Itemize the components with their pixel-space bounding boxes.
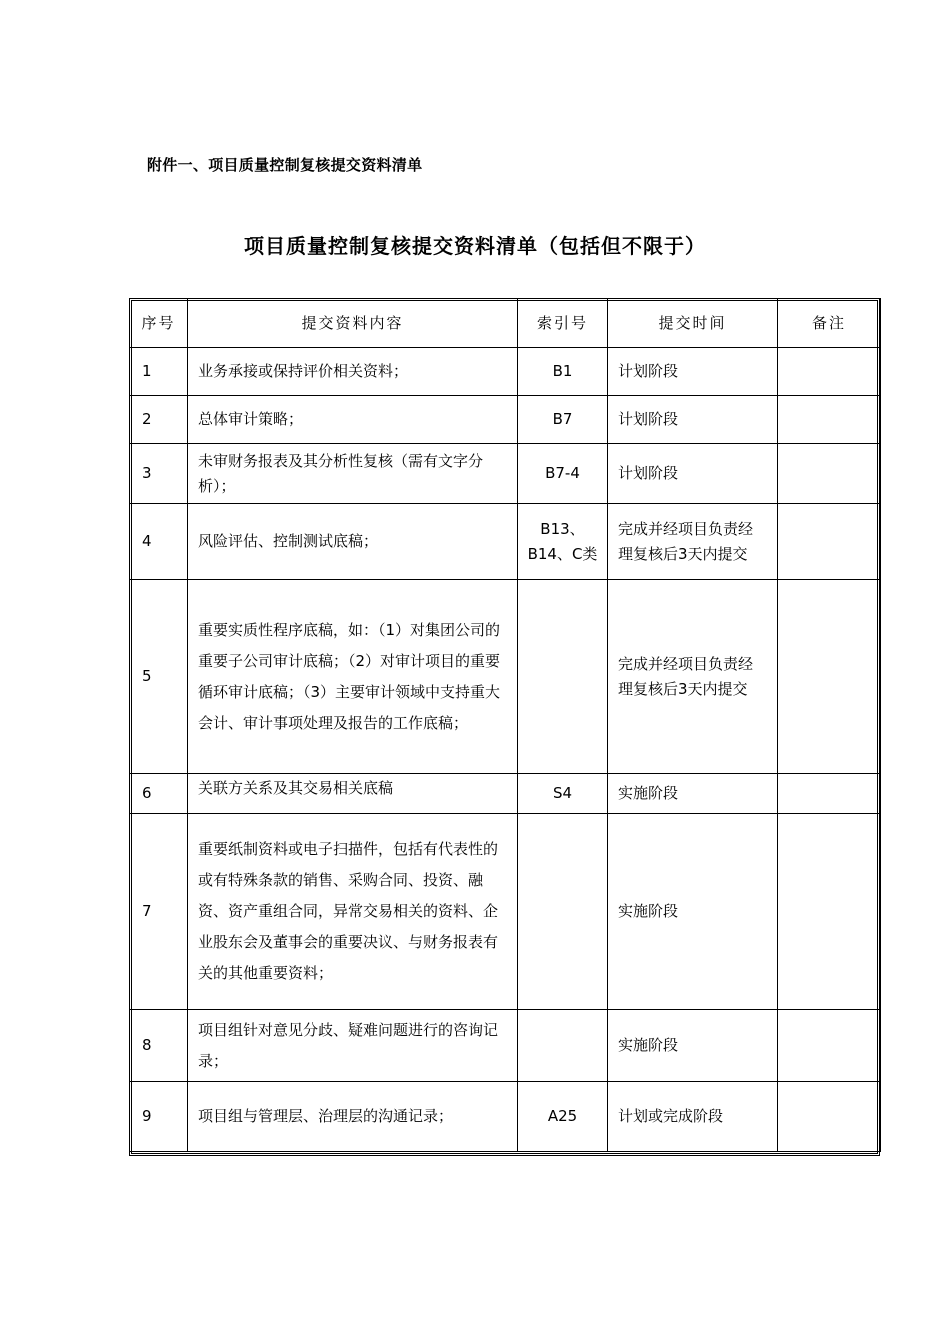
row-index: B13、B14、C类 (518, 504, 608, 580)
row-remark (778, 348, 881, 396)
header-no: 序号 (130, 299, 188, 348)
row-remark (778, 1082, 881, 1152)
table-row (130, 444, 881, 504)
row-time: 实施阶段 (608, 774, 778, 814)
row-remark (778, 814, 881, 1010)
table-row (130, 1082, 881, 1152)
header-content: 提交资料内容 (188, 299, 518, 348)
header-time: 提交时间 (608, 299, 778, 348)
row-no: 8 (130, 1010, 188, 1082)
row-time: 计划或完成阶段 (608, 1082, 778, 1152)
attachment-heading: 附件一、项目质量控制复核提交资料清单 (147, 156, 423, 174)
row-content: 项目组与管理层、治理层的沟通记录； (188, 1082, 518, 1152)
row-remark (778, 774, 881, 814)
row-index (518, 580, 608, 774)
row-remark (778, 444, 881, 504)
row-no: 5 (130, 580, 188, 774)
row-index (518, 1010, 608, 1082)
table-row (130, 504, 881, 580)
row-index: A25 (518, 1082, 608, 1152)
row-no: 2 (130, 396, 188, 444)
row-index: B1 (518, 348, 608, 396)
row-index: S4 (518, 774, 608, 814)
header-index: 索引号 (518, 299, 608, 348)
row-time: 完成并经项目负责经理复核后3天内提交 (608, 504, 778, 580)
table-row (130, 580, 881, 774)
table-row (130, 774, 881, 814)
row-remark (778, 396, 881, 444)
row-time: 实施阶段 (608, 814, 778, 1010)
row-content: 项目组针对意见分歧、疑难问题进行的咨询记录； (188, 1010, 518, 1082)
row-index (518, 814, 608, 1010)
row-content: 业务承接或保持评价相关资料； (188, 348, 518, 396)
row-no: 7 (130, 814, 188, 1010)
row-no: 1 (130, 348, 188, 396)
row-index: B7-4 (518, 444, 608, 504)
row-remark (778, 580, 881, 774)
table-row (130, 1010, 881, 1082)
row-content: 重要实质性程序底稿，如：（1）对集团公司的重要子公司审计底稿；（2）对审计项目的重要循环审计底稿；（3）主要审计领域中支持重大会计、审计事项处理及报告的工作底稿； (188, 580, 518, 774)
table-row (130, 814, 881, 1010)
row-time: 实施阶段 (608, 1010, 778, 1082)
row-time: 完成并经项目负责经理复核后3天内提交 (608, 580, 778, 774)
table-header-row (130, 299, 881, 348)
row-content: 重要纸制资料或电子扫描件，包括有代表性的或有特殊条款的销售、采购合同、投资、融资、资产重组合同，异常交易相关的资料、企业股东会及董事会的重要决议、与财务报表有关的其他重要资料； (188, 814, 518, 1010)
row-no: 9 (130, 1082, 188, 1152)
row-content: 未审财务报表及其分析性复核（需有文字分析）； (188, 444, 518, 504)
row-remark (778, 1010, 881, 1082)
row-time: 计划阶段 (608, 348, 778, 396)
row-time: 计划阶段 (608, 396, 778, 444)
row-index: B7 (518, 396, 608, 444)
row-no: 6 (130, 774, 188, 814)
submission-checklist-table (129, 298, 881, 1152)
row-content: 关联方关系及其交易相关底稿 (188, 774, 518, 814)
row-no: 4 (130, 504, 188, 580)
table-row (130, 348, 881, 396)
row-remark (778, 504, 881, 580)
row-content: 总体审计策略； (188, 396, 518, 444)
row-no: 3 (130, 444, 188, 504)
page-title: 项目质量控制复核提交资料清单（包括但不限于） (244, 234, 706, 258)
table-row (130, 396, 881, 444)
row-time: 计划阶段 (608, 444, 778, 504)
row-content: 风险评估、控制测试底稿； (188, 504, 518, 580)
header-remark: 备注 (778, 299, 881, 348)
